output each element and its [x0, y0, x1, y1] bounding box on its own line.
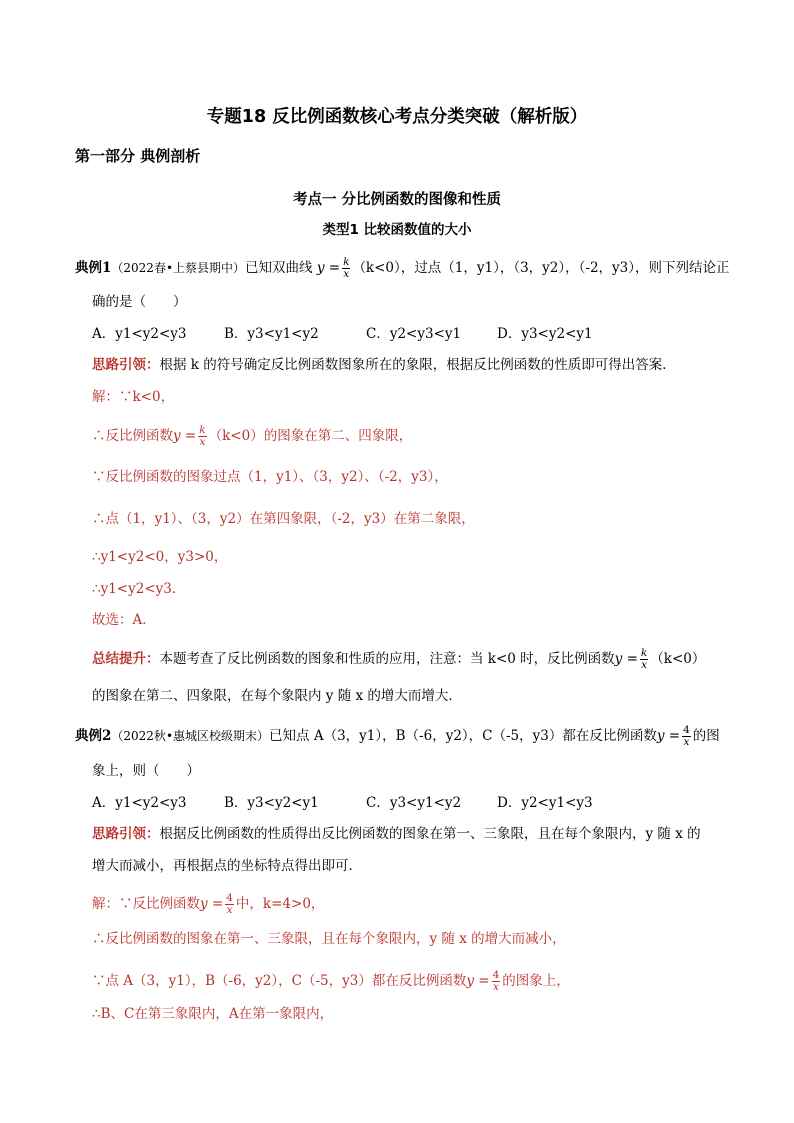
solution-line: ∴y1<y2<0，y3>0， — [92, 549, 228, 565]
solution-line: ∴点（1，y1）、（3，y2）在第四象限，（-2，y3）在第二象限， — [92, 511, 475, 527]
option-b: B．y3<y1<y2 — [224, 326, 319, 342]
solution-line: ∴y1<y2<y3． — [92, 581, 186, 597]
example2-stem: 典例2（2022秋•惠城区校级期末）已知点 A（3，y1），B（-6，y2），C（-5，y3）都在反比例函数y = $\frac{4}{x}$ 的图 — [75, 724, 720, 748]
type-heading: 类型1 比较函数值的大小 — [322, 222, 472, 238]
fraction-k-over-x: $\frac{k}{x}$ — [343, 256, 350, 280]
example2-stem-cont: 象上，则（ ） — [92, 763, 200, 779]
section-heading: 考点一 分比例函数的图像和性质 — [292, 192, 502, 208]
solution-line: ∵反比例函数的图象过点（1，y1）、（3，y2）、（-2，y3）， — [92, 469, 448, 485]
solution-line: ∴反比例函数的图象在第一、三象限，且在每个象限内，y 随 x 的增大而减小， — [92, 931, 566, 947]
part-heading: 第一部分 典例剖析 — [75, 147, 201, 165]
solution-line: 故选：A． — [92, 612, 156, 628]
solution-line: 解：∵反比例函数y = $\frac{4}{x}$ 中，k=4>0， — [92, 892, 325, 916]
solution-line: ∵点 A（3，y1），B（-6，y2），C（-5，y3）都在反比例函数y = $\frac{4}{x}$ 的图象上， — [92, 969, 570, 993]
option-d: D．y2<y1<y3 — [497, 795, 593, 811]
option-c: C．y2<y3<y1 — [366, 326, 462, 342]
document-title: 专题18 反比例函数核心考点分类突破（解析版） — [206, 107, 588, 127]
example2-guide-cont: 增大而减小，再根据点的坐标特点得出即可． — [92, 858, 362, 874]
example1-summary: 总结提升：本题考查了反比例函数的图象和性质的应用，注意：当 k<0 时，反比例函数y = $\frac{k}{x}$ （k<0） — [92, 647, 706, 671]
example2-guide: 思路引领：根据反比例函数的性质得出反比例函数的图象在第一、三象限，且在每个象限内，y 随 x 的 — [92, 826, 701, 842]
example1-stem-cont: 确的是（ ） — [92, 294, 187, 310]
example1-guide: 思路引领：根据 k 的符号确定反比例函数图象所在的象限，根据反比例函数的性质即可得出答案． — [92, 357, 676, 373]
solution-line: ∴反比例函数y = $\frac{k}{x}$ （k<0）的图象在第二、四象限， — [92, 424, 413, 448]
example1-label: 典例1 — [75, 260, 112, 276]
option-a: A．y1<y2<y3 — [92, 326, 187, 342]
option-a: A．y1<y2<y3 — [92, 795, 187, 811]
solution-line: 解：∵k<0， — [92, 389, 175, 405]
example1-stem: 典例1（2022春•上蔡县期中）已知双曲线 y = $\frac{k}{x}$ （k<0），过点（1，y1），（3，y2），（-2，y3），则下列结论正 — [75, 256, 730, 280]
example1-summary-cont: 的图象在第二、四象限，在每个象限内 y 随 x 的增大而增大． — [92, 688, 462, 704]
solution-line: ∴B、C在第三象限内，A在第一象限内， — [92, 1006, 334, 1022]
option-d: D．y3<y2<y1 — [497, 326, 593, 342]
option-b: B．y3<y2<y1 — [224, 795, 319, 811]
option-c: C．y3<y1<y2 — [366, 795, 462, 811]
